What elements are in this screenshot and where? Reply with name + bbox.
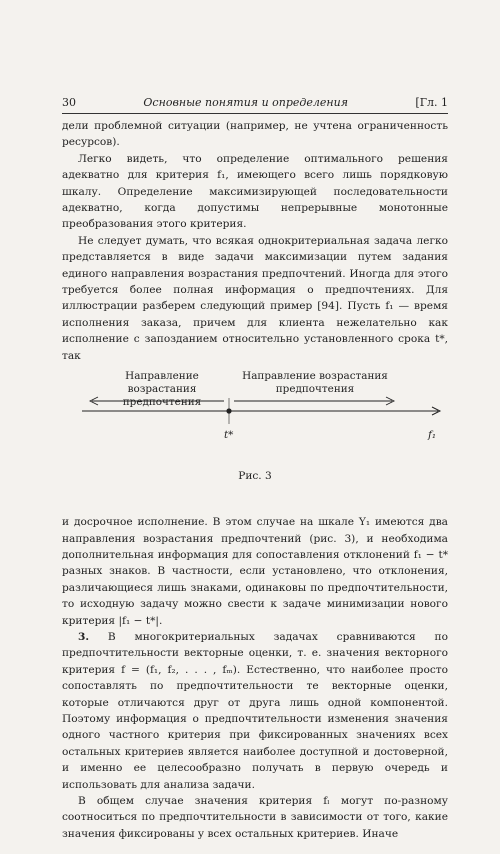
paragraph-numbered — [62, 629, 448, 793]
item-number: 3. — [78, 630, 90, 643]
paragraph: В общем случае значения критерия fₗ могут по-разному соотноситься по предпочтительности в зависимости от того, какие значения фиксированы у всех остальных критериев. Иначе — [62, 795, 448, 840]
chapter-marker: [Гл. 1 — [415, 96, 448, 109]
paragraph: Не следует думать, что всякая однокритериальная задача легко представляется в виде задачи максимизации путем задания единого направления возрастания предпочтений. Иногда для этого требуется более полная информация о предпочтениях. Для иллюстрации разберем следующий пример [94]. Пусть f₁ — время исполнения заказа, причем для клиента нежелательно как исполнение с запозданием относительно установленного срока t*, так — [62, 234, 448, 362]
page-number: 30 — [62, 96, 76, 109]
right-direction-label: Направление возрастания предпочтения — [242, 370, 388, 396]
paragraph: дели проблемной ситуации (например, не учтена ограниченность ресурсов). — [62, 120, 448, 149]
paragraph-text: В многокритериальных задачах сравниваются по предпочтительности векторные оценки, т. е. значения векторного критерия f = (f₁, f₂, . . . , fₘ). Естественно, что наиболее просто сопоставлять по предпочтительности те векторные оценки, которые отличаются друг от друга лишь одной компонентой. Поэтому информация о предпочтительности изменения значения одного частного критерия при фиксированных значениях всех остальных критериев является наиболее доступной и достоверной, и именно ее целесообразно получать в первую очередь и использовать для анализа задачи. — [62, 630, 448, 791]
figure-caption: Рис. 3 — [238, 470, 272, 483]
paragraph: и досрочное исполнение. В этом случае на шкале Y₁ имеются два направления возрастания предпочтений (рис. 3), и необходима дополнительная информация для сопоставления отклонений f₁ − t* разных знаков. В частности, если установлено, что отклонения, различающиеся лишь знаками, одинаковы по предпочтительности, то исходную задачу можно свести к задаче минимизации нового критерия |f₁ − t*|. — [62, 516, 448, 627]
axis-label: f₁ — [428, 429, 437, 442]
book-page — [62, 96, 448, 842]
left-direction-label: Направление возрастания предпочтения — [122, 370, 202, 409]
running-title: Основные понятия и определения — [143, 96, 349, 109]
paragraph: Легко видеть, что определение оптимального решения адекватно для критерия f₁, имеющего всего лишь порядковую шкалу. Определение максимизирующей последовательности адекватно, когда допустимы непрерывные монотонные преобразования этого критерия. — [62, 152, 448, 231]
running-head — [62, 96, 448, 114]
tstar-label: t* — [224, 429, 234, 442]
figure-3 — [62, 366, 448, 508]
body-text — [62, 118, 448, 842]
